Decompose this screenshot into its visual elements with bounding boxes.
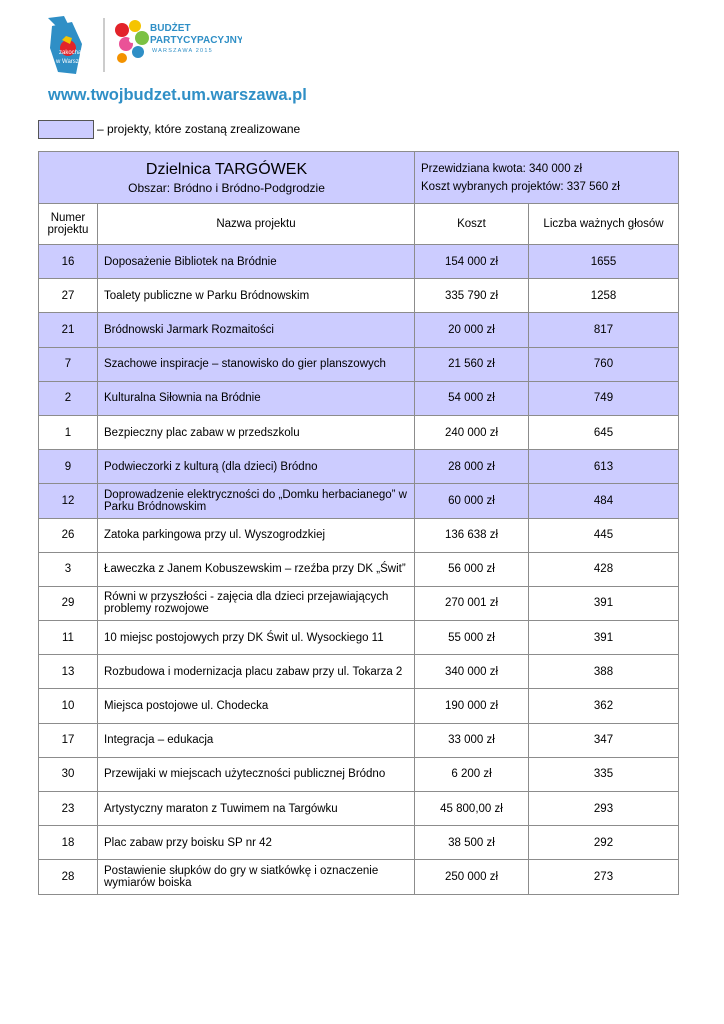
project-number: 10 — [39, 689, 98, 723]
project-votes: 484 — [529, 484, 679, 518]
col-cost: Koszt — [415, 204, 529, 245]
project-cost: 38 500 zł — [415, 826, 529, 860]
project-number: 17 — [39, 723, 98, 757]
project-name: Bezpieczny plac zabaw w przedszkolu — [98, 415, 415, 449]
project-votes: 391 — [529, 621, 679, 655]
project-cost: 270 001 zł — [415, 586, 529, 620]
table-row — [39, 279, 679, 313]
project-votes: 1655 — [529, 245, 679, 279]
project-votes: 391 — [529, 586, 679, 620]
project-cost: 21 560 zł — [415, 347, 529, 381]
project-votes: 613 — [529, 450, 679, 484]
project-number: 13 — [39, 655, 98, 689]
project-name: Plac zabaw przy boisku SP nr 42 — [98, 826, 415, 860]
project-name: Kulturalna Siłownia na Bródnie — [98, 381, 415, 415]
project-votes: 760 — [529, 347, 679, 381]
logo-graphic — [42, 14, 242, 80]
project-cost: 250 000 zł — [415, 860, 529, 894]
table-row — [39, 552, 679, 586]
project-cost: 6 200 zł — [415, 757, 529, 791]
project-number: 3 — [39, 552, 98, 586]
project-number: 7 — [39, 347, 98, 381]
project-name: Postawienie słupków do gry w siatkówkę i oznaczenie wymiarów boiska — [98, 860, 415, 894]
table-row — [39, 860, 679, 894]
project-number: 28 — [39, 860, 98, 894]
project-name: Integracja – edukacja — [98, 723, 415, 757]
project-cost: 340 000 zł — [415, 655, 529, 689]
logo — [42, 14, 242, 80]
project-cost: 136 638 zł — [415, 518, 529, 552]
selected-cost-text: Koszt wybranych projektów: 337 560 zł — [421, 180, 620, 193]
table-row — [39, 792, 679, 826]
table-row — [39, 723, 679, 757]
badge-text-2: w Warszawie — [56, 59, 92, 65]
project-name: Zatoka parkingowa przy ul. Wyszogrodzkiej — [98, 518, 415, 552]
table-row — [39, 586, 679, 620]
project-name: 10 miejsc postojowych przy DK Świt ul. Wysockiego 11 — [98, 621, 415, 655]
table-row — [39, 484, 679, 518]
table-row — [39, 621, 679, 655]
project-votes: 445 — [529, 518, 679, 552]
project-number: 30 — [39, 757, 98, 791]
table-row — [39, 313, 679, 347]
quota-cell — [415, 152, 679, 204]
project-name: Równi w przyszłości - zajęcia dla dzieci przejawiających problemy rozwojowe — [98, 586, 415, 620]
legend-text: – projekty, które zostaną zrealizowane — [97, 122, 301, 136]
project-number: 2 — [39, 381, 98, 415]
table-row — [39, 757, 679, 791]
project-number: 9 — [39, 450, 98, 484]
project-name: Toalety publiczne w Parku Bródnowskim — [98, 279, 415, 313]
project-votes: 817 — [529, 313, 679, 347]
district-cell — [39, 152, 415, 204]
project-name: Artystyczny maraton z Tuwimem na Targówku — [98, 792, 415, 826]
district-header-row — [39, 152, 679, 204]
project-votes: 273 — [529, 860, 679, 894]
project-cost: 335 790 zł — [415, 279, 529, 313]
project-number: 18 — [39, 826, 98, 860]
project-cost: 20 000 zł — [415, 313, 529, 347]
projects-table — [38, 151, 679, 895]
table-row — [39, 381, 679, 415]
table-row — [39, 450, 679, 484]
legend-swatch — [38, 120, 94, 139]
table-row — [39, 347, 679, 381]
project-cost: 190 000 zł — [415, 689, 529, 723]
project-votes: 362 — [529, 689, 679, 723]
project-cost: 55 000 zł — [415, 621, 529, 655]
table-row — [39, 826, 679, 860]
project-cost: 28 000 zł — [415, 450, 529, 484]
project-name: Doposażenie Bibliotek na Bródnie — [98, 245, 415, 279]
project-name: Doprowadzenie elektryczności do „Domku herbacianego” w Parku Bródnowskim — [98, 484, 415, 518]
project-cost: 54 000 zł — [415, 381, 529, 415]
project-name: Bródnowski Jarmark Rozmaitości — [98, 313, 415, 347]
project-number: 1 — [39, 415, 98, 449]
project-number: 12 — [39, 484, 98, 518]
table-row — [39, 689, 679, 723]
district-area: Obszar: Bródno i Bródno-Podgrodzie — [128, 180, 325, 195]
brand-line-3: WARSZAWA 2015 — [152, 48, 213, 54]
brand-line-1: BUDŻET — [150, 23, 191, 34]
project-votes: 335 — [529, 757, 679, 791]
district-title: Dzielnica TARGÓWEK — [145, 160, 308, 178]
project-name: Rozbudowa i modernizacja placu zabaw przy ul. Tokarza 2 — [98, 655, 415, 689]
project-number: 16 — [39, 245, 98, 279]
col-votes: Liczba ważnych głosów — [529, 204, 679, 245]
flower-icon — [115, 20, 149, 63]
column-header-row — [39, 204, 679, 245]
project-number: 21 — [39, 313, 98, 347]
col-name: Nazwa projektu — [98, 204, 415, 245]
legend — [38, 119, 300, 139]
table-row — [39, 245, 679, 279]
col-number: Numer projektu — [39, 204, 98, 245]
project-number: 26 — [39, 518, 98, 552]
table-row — [39, 415, 679, 449]
project-name: Szachowe inspiracje – stanowisko do gier planszowych — [98, 347, 415, 381]
project-votes: 347 — [529, 723, 679, 757]
project-number: 29 — [39, 586, 98, 620]
project-votes: 1258 — [529, 279, 679, 313]
project-votes: 388 — [529, 655, 679, 689]
project-votes: 749 — [529, 381, 679, 415]
project-name: Miejsca postojowe ul. Chodecka — [98, 689, 415, 723]
project-number: 27 — [39, 279, 98, 313]
project-cost: 60 000 zł — [415, 484, 529, 518]
project-cost: 45 800,00 zł — [415, 792, 529, 826]
project-name: Podwieczorki z kulturą (dla dzieci) Bródno — [98, 450, 415, 484]
project-name: Ławeczka z Janem Kobuszewskim – rzeźba przy DK „Świt” — [98, 552, 415, 586]
badge-text-1: zakochaj się — [59, 50, 93, 56]
website-url[interactable]: www.twojbudzet.um.warszawa.pl — [48, 86, 307, 104]
project-cost: 56 000 zł — [415, 552, 529, 586]
brand-line-2: PARTYCYPACYJNY — [150, 35, 242, 46]
table-row — [39, 518, 679, 552]
quota-text: Przewidziana kwota: 340 000 zł — [421, 162, 583, 175]
project-cost: 240 000 zł — [415, 415, 529, 449]
project-number: 11 — [39, 621, 98, 655]
project-votes: 292 — [529, 826, 679, 860]
project-cost: 33 000 zł — [415, 723, 529, 757]
project-name: Przewijaki w miejscach użyteczności publicznej Bródno — [98, 757, 415, 791]
project-cost: 154 000 zł — [415, 245, 529, 279]
project-votes: 645 — [529, 415, 679, 449]
project-votes: 293 — [529, 792, 679, 826]
table-row — [39, 655, 679, 689]
project-votes: 428 — [529, 552, 679, 586]
project-number: 23 — [39, 792, 98, 826]
